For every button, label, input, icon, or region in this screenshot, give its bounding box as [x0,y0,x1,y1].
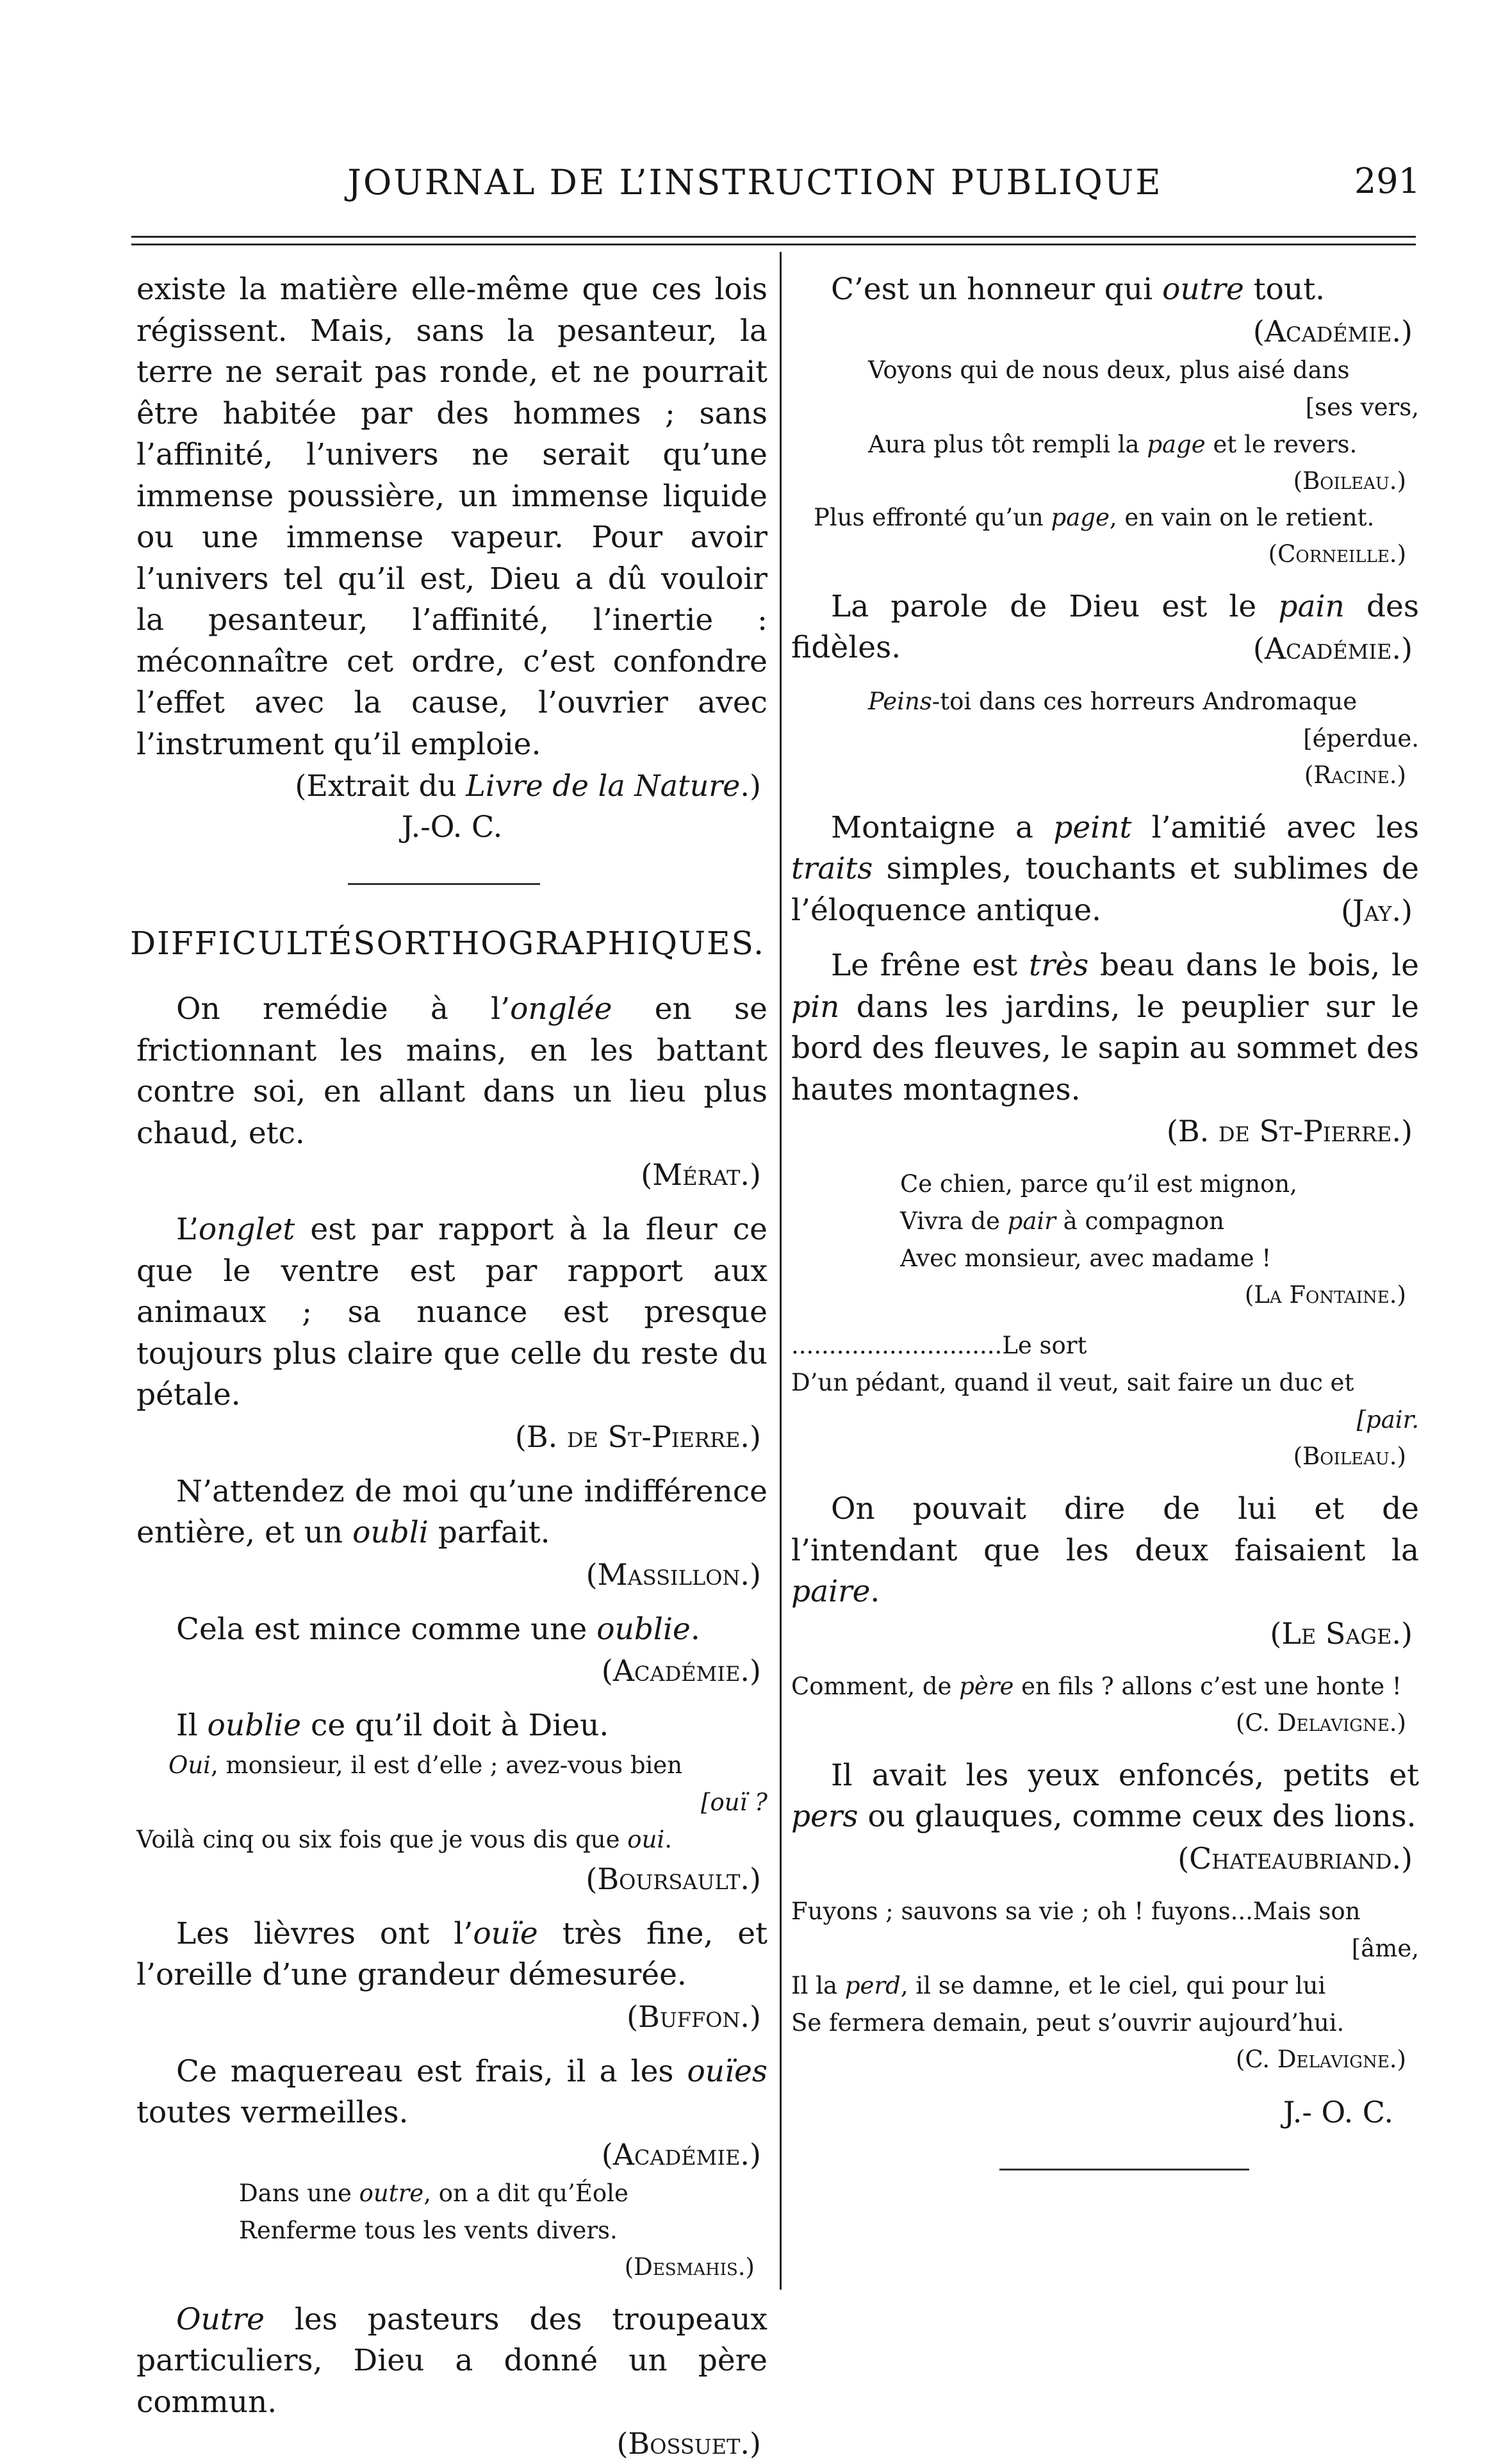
attribution-bossuet: (Bossuet.) [616,2426,761,2461]
entry-peint: Montaigne a peint l’amitié avec les traits simples, touchants et sublimes de l’éloquence antique. [791,809,1420,928]
verse-line: Vivra de pair à compagnon [900,1207,1224,1235]
attribution-desmahis: (Desmahis.) [624,2253,755,2281]
entry-onglet: L’onglet est par rapport à la fleur ce que le ventre est par rapport aux animaux ; sa nuance est presque toujours plus claire que celle du reste du pétale. [136,1212,767,1412]
verse-line: Fuyons ; sauvons sa vie ; oh ! fuyons...Mais son [791,1897,1361,1925]
page-number: 291 [1354,161,1420,201]
verse-line: Plus effronté qu’un page, en vain on le retient. [814,503,1375,531]
entry-ouie: Les lièvres ont l’ouïe très fine, et l’oreille d’une grandeur démesurée. [136,1915,767,1992]
verse-line: Comment, de père en fils ? allons c’est une honte ! [791,1672,1402,1700]
verse-line: [ses vers, [1305,393,1419,421]
right-column [791,269,1419,2170]
attribution-boileau: (Boileau.) [1293,467,1406,495]
entry-pin: Le frêne est très beau dans le bois, le pin dans les jardins, le peuplier sur le bord des fleuves, le sapin au sommet des hautes montagnes. [791,948,1419,1107]
verse-line: Voilà cinq ou six fois que je vous dis que oui. [136,1825,673,1853]
verse-line: Il la perd, il se damne, et le ciel, qui pour lui [791,1971,1326,1999]
entry-outre: Outre les pasteurs des troupeaux particuliers, Dieu a donné un père commun. [136,2301,767,2420]
verse-line: Oui, monsieur, il est d’elle ; avez-vous bien [168,1751,683,1779]
attribution-academie: (Académie.) [601,2137,761,2172]
entry-paire: On pouvait dire de lui et de l’intendant que les deux faisaient la paire. [791,1491,1419,1609]
attribution-la-fontaine: (La Fontaine.) [1244,1281,1406,1309]
entry-pain: La parole de Dieu est le pain des fidèles. [791,588,1419,665]
attribution-academie: (Académie.) [1252,313,1413,349]
intro-paragraph: existe la matière elle-même que ces lois régissent. Mais, sans la pesanteur, la terre ne serait pas ronde, et ne pourrait être habitée par des hommes ; sans l’affinité, l’univers ne serait qu’une immense poussière, un immense liquide ou une immense vapeur. Pour avoir l’univers tel qu’il est, Dieu a dû vouloir la pesanteur, l’affinité, l’inertie : méconnaître cet ordre, c’est confondre l’effet avec la cause, l’ouvrier avec l’instrument qu’il emploie. [136,272,767,762]
verse-line: ............................Le sort [791,1332,1087,1359]
attribution-boursault: (Boursault.) [586,1861,761,1896]
attribution-massillon: (Massillon.) [586,1557,761,1592]
verse-line: D’un pédant, quand il veut, sait faire un duc et [791,1369,1354,1396]
verse-line: Peins-toi dans ces horreurs Andromaque [868,687,1358,715]
attribution-racine: (Racine.) [1304,761,1406,789]
verse-line: [ouï ? [701,1788,767,1816]
entry-onglee: On remédie à l’onglée en se frictionnant les mains, en les battant contre soi, en allant dans un lieu plus chaud, etc. [136,991,767,1151]
attribution-delavigne: (C. Delavigne.) [1235,2045,1406,2073]
attribution-corneille: (Corneille.) [1268,540,1406,568]
verse-line: [éperdue. [1303,724,1419,752]
attribution-merat: (Mérat.) [641,1157,761,1192]
verse-line: Ce chien, parce qu’il est mignon, [900,1170,1297,1198]
verse-line: Avec monsieur, avec madame ! [900,1244,1272,1272]
signature: J.- O. C. [1283,2094,1393,2129]
verse-line: Voyons qui de nous deux, plus aisé dans [868,356,1350,384]
entry-oublie-verb: Il oublie ce qu’il doit à Dieu. [176,1708,609,1743]
entry-ouies: Ce maquereau est frais, il a les ouïes toutes vermeilles. [136,2053,767,2130]
verse-line: [âme, [1351,1934,1419,1962]
entry-pers: Il avait les yeux enfoncés, petits et pers ou glauques, comme ceux des lions. [791,1757,1419,1834]
entry-oubli: N’attendez de moi qu’une indifférence entière, et un oubli parfait. [136,1473,767,1550]
verse-line: Renferme tous les vents divers. [239,2216,618,2244]
entry-outre-verb: C’est un honneur qui outre tout. [831,272,1325,307]
header-rule-bottom [131,244,1416,245]
attribution-academie: (Académie.) [1252,631,1413,666]
attribution-buffon: (Buffon.) [627,1999,761,2034]
column-divider [780,252,782,2290]
attribution-jay: (Jay.) [1341,893,1413,928]
verse-line: Dans une outre, on a dit qu’Éole [239,2179,628,2207]
journal-title: JOURNAL DE L’INSTRUCTION PUBLIQUE [347,162,1163,203]
section-title: DIFFICULTÉSORTHOGRAPHIQUES. [130,925,765,962]
end-separator [999,2169,1249,2170]
verse-line: Aura plus tôt rempli la page et le revers. [868,430,1358,458]
attribution-st-pierre: (B. de St-Pierre.) [1166,1114,1413,1148]
left-column [130,269,767,2464]
attribution-boileau: (Boileau.) [1293,1443,1406,1470]
header-rule-top [131,236,1416,238]
attribution-academie: (Académie.) [601,1653,761,1688]
signature: J.-O. C. [401,809,503,844]
attribution-chateaubriand: (Chateaubriand.) [1178,1840,1413,1876]
verse-line: Se fermera demain, peut s’ouvrir aujourd’hui. [791,2008,1345,2037]
entry-oublie-wafer: Cela est mince comme une oublie. [176,1611,700,1647]
attribution-st-pierre: (B. de St-Pierre.) [514,1419,761,1454]
attribution-le-sage: (Le Sage.) [1270,1616,1413,1651]
intro-attribution: (Extrait du Livre de la Nature.) [295,768,761,803]
attribution-delavigne: (C. Delavigne.) [1235,1708,1406,1737]
verse-line: [pair. [1356,1406,1419,1434]
